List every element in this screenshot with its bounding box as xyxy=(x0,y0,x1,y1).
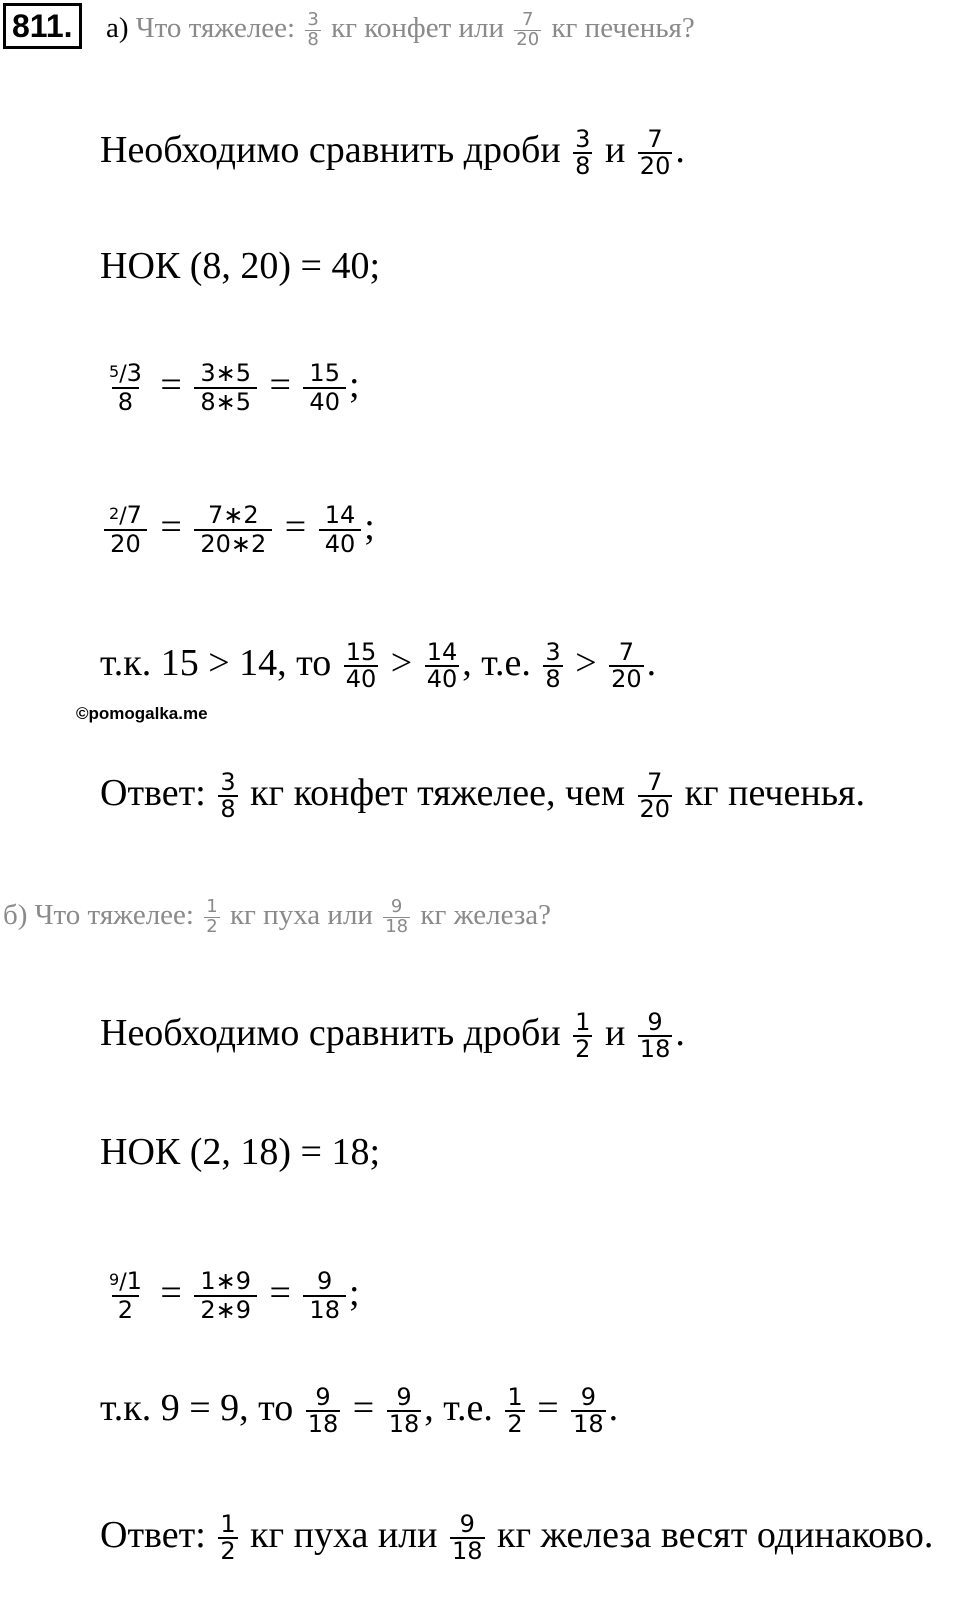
fraction: $\frac{1}{2}$ xyxy=(206,895,218,937)
fraction: $\frac{3∗5}{8∗5}$ xyxy=(194,360,257,416)
fraction: $\frac{3}{8}$ xyxy=(307,8,319,50)
part-a-label: а) xyxy=(106,12,129,44)
fraction: $\frac{15}{40}$ xyxy=(303,360,346,416)
fraction: $\frac{^5/3}{8}$ xyxy=(109,359,142,417)
fraction: $\frac{1}{2}$ xyxy=(507,1383,523,1439)
equation-a1: $\frac{^5/3}{8}$ = $\frac{3∗5}{8∗5}$ = $\frac{15}{40}$ ; xyxy=(100,355,360,416)
fraction: $\frac{7}{20}$ xyxy=(639,125,671,181)
fraction: $\frac{^2/7}{20}$ xyxy=(103,502,148,558)
compare-statement-b: Необходимо сравнить дроби $\frac{1}{2}$ и $\frac{9}{18}$ . xyxy=(100,1008,685,1064)
fraction: $\frac{7}{20}$ xyxy=(516,8,540,50)
watermark: ©pomogalka.me xyxy=(76,704,208,723)
equation-b1: $\frac{^9/1}{2}$ = $\frac{1∗9}{2∗9}$ = $\frac{9}{18}$ ; xyxy=(100,1263,360,1324)
equation-a2: $\frac{^2/7}{20}$ = $\frac{7∗2}{20∗2}$ = $\frac{14}{40}$ ; xyxy=(100,497,375,558)
fraction: $\frac{3}{8}$ xyxy=(220,768,236,824)
fraction: $\frac{9}{18}$ xyxy=(451,1510,483,1566)
answer-a: Ответ: $\frac{3}{8}$ кг конфет тяжелее, чем $\frac{7}{20}$ кг печенья. xyxy=(100,768,866,824)
fraction: $\frac{9}{18}$ xyxy=(639,1008,671,1064)
fraction: $\frac{9}{18}$ xyxy=(307,1383,339,1439)
fraction: $\frac{9}{18}$ xyxy=(573,1383,604,1439)
lcm-b: НОК (2, 18) = 18; xyxy=(100,1131,381,1173)
fraction: $\frac{3}{8}$ xyxy=(545,638,561,694)
comparison-a: т.к. 15 > 14, то $\frac{15}{40}$ > $\frac{14}{40}$ , т.е. $\frac{3}{8}$ > $\frac{7}{20}$ . xyxy=(100,638,657,694)
fraction: $\frac{7}{20}$ xyxy=(639,768,671,824)
fraction: $\frac{7}{20}$ xyxy=(611,638,642,694)
problem-number: 811. xyxy=(3,3,82,49)
comparison-b: т.к. 9 = 9, то $\frac{9}{18}$ = $\frac{9}{18}$ , т.е. $\frac{1}{2}$ = $\frac{9}{18}$ . xyxy=(100,1383,619,1439)
fraction: $\frac{7∗2}{20∗2}$ xyxy=(194,502,272,558)
answer-b: Ответ: $\frac{1}{2}$ кг пуха или $\frac{9}{18}$ кг железа весят одинаково. xyxy=(100,1510,934,1566)
fraction: $\frac{9}{18}$ xyxy=(303,1268,346,1324)
lcm-a: НОК (8, 20) = 40; xyxy=(100,245,381,287)
question-b: б) Что тяжелее: $\frac{1}{2}$ кг пуха или $\frac{9}{18}$ кг железа? xyxy=(3,895,552,937)
fraction: $\frac{^9/1}{2}$ xyxy=(109,1267,142,1325)
question-a: а) Что тяжелее: $\frac{3}{8}$ кг конфет или $\frac{7}{20}$ кг печенья? xyxy=(106,8,695,50)
fraction: $\frac{1∗9}{2∗9}$ xyxy=(194,1268,257,1324)
fraction: $\frac{1}{2}$ xyxy=(575,1008,591,1064)
fraction: $\frac{14}{40}$ xyxy=(319,502,362,558)
compare-statement-a: Необходимо сравнить дроби $\frac{3}{8}$ и $\frac{7}{20}$ . xyxy=(100,125,685,181)
fraction: $\frac{1}{2}$ xyxy=(220,1510,236,1566)
fraction: $\frac{14}{40}$ xyxy=(426,638,458,694)
fraction: $\frac{3}{8}$ xyxy=(575,125,591,181)
fraction: $\frac{15}{40}$ xyxy=(345,638,377,694)
fraction: $\frac{9}{18}$ xyxy=(385,895,409,937)
fraction: $\frac{9}{18}$ xyxy=(388,1383,420,1439)
